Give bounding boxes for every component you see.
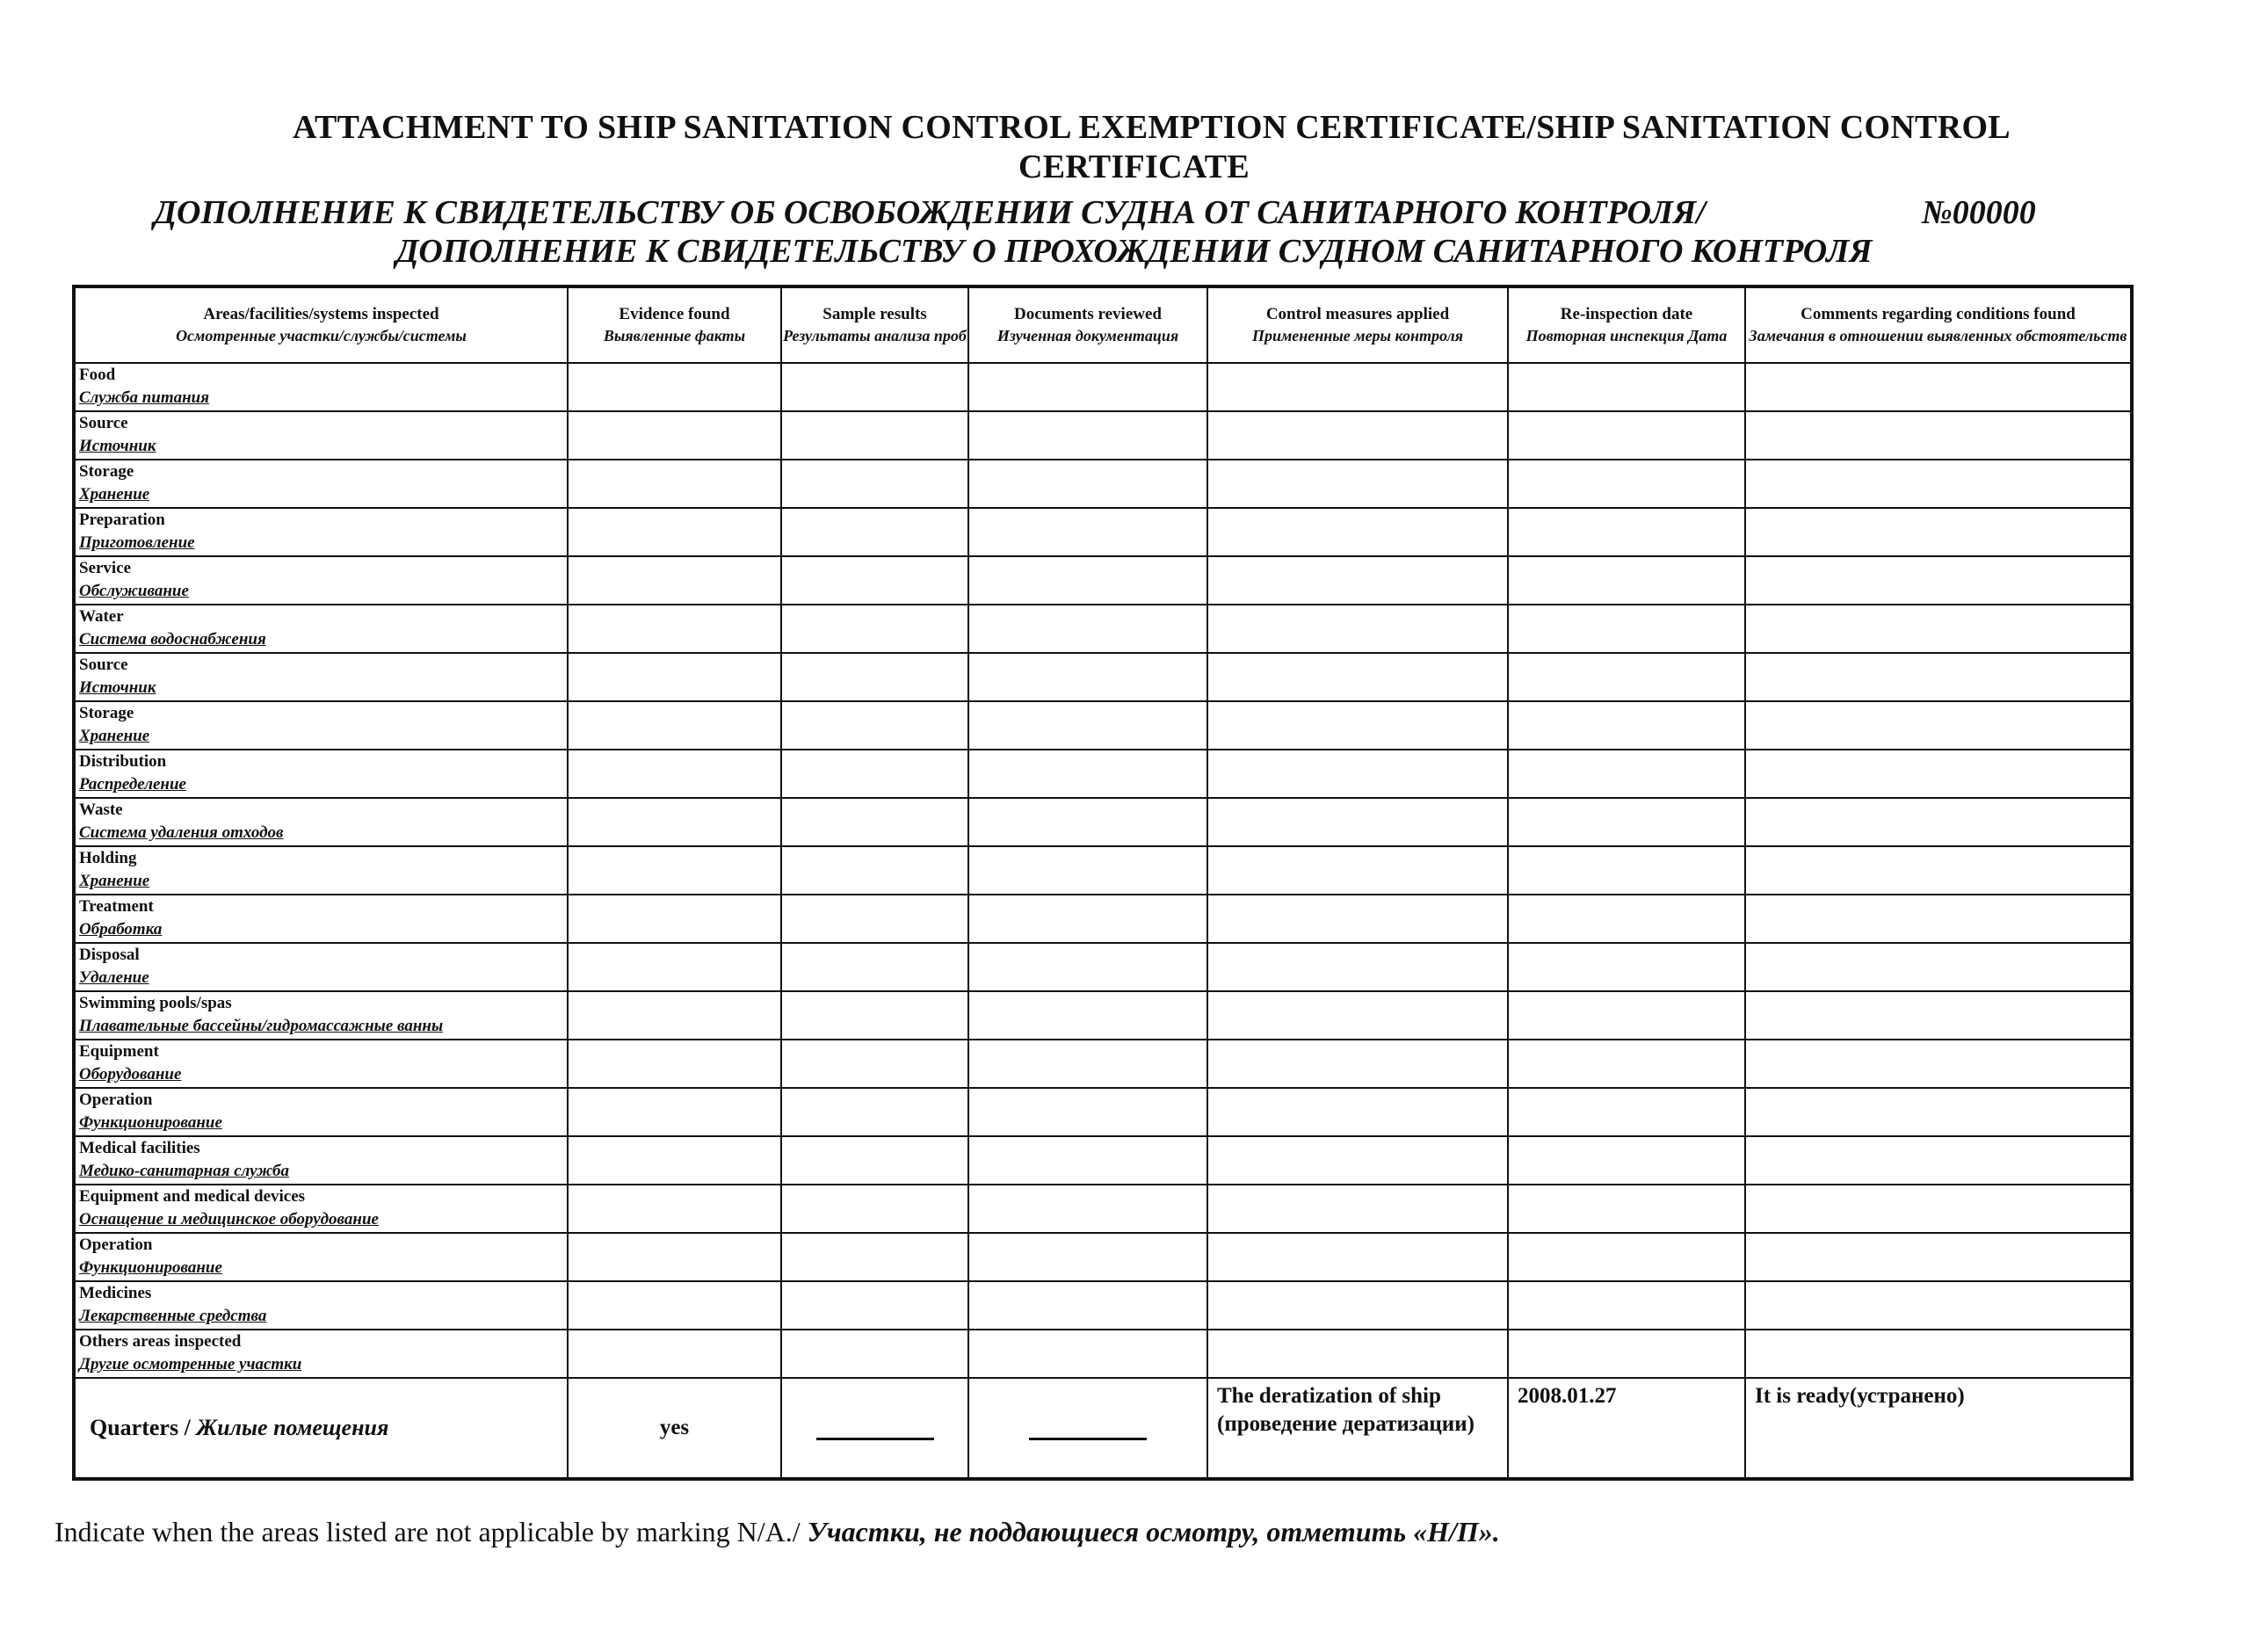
area-label-en: Storage [79,462,134,481]
reinspection-date-cell[interactable] [1508,1040,1745,1088]
quarters-documents-cell[interactable] [968,1378,1207,1479]
area-label-en: Equipment [79,1042,159,1061]
reinspection-date-cell[interactable] [1508,556,1745,605]
comments-cell[interactable] [1745,701,2132,750]
table-row-quarters [74,1378,2132,1479]
evidence-cell[interactable] [568,556,781,605]
column-header-documents [968,286,1207,363]
control-measures-cell[interactable] [1207,508,1508,556]
quarters-control-measures-value: The deratization of ship (проведение дератизации) [1217,1384,1475,1436]
area-label-en: Water [79,607,124,626]
evidence-cell[interactable] [568,411,781,460]
table-row [74,411,2132,460]
comments-cell[interactable] [1745,895,2132,943]
comments-cell[interactable] [1745,798,2132,846]
sample-results-cell[interactable] [781,1088,968,1136]
documents-cell[interactable] [968,1330,1207,1378]
column-header-ru: Повторная инспекция Дата [1525,327,1728,344]
comments-cell[interactable] [1745,653,2132,701]
area-label-en: Source [79,414,128,432]
reinspection-date-cell[interactable] [1508,1088,1745,1136]
documents-cell[interactable] [968,1136,1207,1185]
documents-cell[interactable] [968,653,1207,701]
blank-dash-line [1029,1438,1147,1440]
area-label-en: Equipment and medical devices [79,1187,306,1206]
footnote-en: Indicate when the areas listed are not applicable by marking N/A./ [54,1516,801,1547]
area-label-cell [74,411,568,460]
table-row [74,1185,2132,1233]
control-measures-cell[interactable] [1207,991,1508,1040]
documents-cell[interactable] [968,1233,1207,1281]
area-label-cell [74,556,568,605]
area-label-cell [74,943,568,991]
evidence-cell[interactable] [568,363,781,411]
inspection-table-container [72,285,2130,1481]
area-label-ru: Обработка [79,920,163,939]
reinspection-date-cell[interactable] [1508,460,1745,508]
table-row [74,1040,2132,1088]
column-header-en: Sample results [822,305,927,323]
control-measures-cell[interactable] [1207,846,1508,895]
area-label-en: Operation [79,1236,153,1254]
reinspection-date-cell[interactable] [1508,750,1745,798]
area-label-en: Medical facilities [79,1139,200,1157]
area-label-ru: Оборудование [79,1065,182,1084]
sample-results-cell[interactable] [781,798,968,846]
control-measures-cell[interactable] [1207,363,1508,411]
area-label-cell [74,1185,568,1233]
quarters-area-en: Quarters / [90,1415,191,1440]
area-label-cell [74,605,568,653]
evidence-cell[interactable] [568,460,781,508]
column-header-en: Evidence found [619,305,730,323]
comments-cell[interactable] [1745,556,2132,605]
column-header-en: Re-inspection date [1560,305,1693,323]
reinspection-date-cell[interactable] [1508,943,1745,991]
comments-cell[interactable] [1745,750,2132,798]
area-label-en: Medicines [79,1284,152,1302]
column-header-ru: Изученная документация [996,327,1179,344]
area-label-en: Treatment [79,897,154,916]
sample-results-cell[interactable] [781,1233,968,1281]
area-label-ru: Плавательные бассейны/гидромассажные ванны [79,1017,444,1035]
control-measures-cell[interactable] [1207,1233,1508,1281]
comments-cell[interactable] [1745,411,2132,460]
table-row [74,556,2132,605]
sample-results-cell[interactable] [781,653,968,701]
area-label-en: Waste [79,801,123,819]
footnote-ru: Участки, не поддающиеся осмотру, отметить «Н/П». [807,1516,1500,1547]
sample-results-cell[interactable] [781,363,968,411]
column-header-ru: Осмотренные участки/службы/системы [176,327,467,344]
documents-cell[interactable] [968,1040,1207,1088]
evidence-cell[interactable] [568,846,781,895]
column-header-ru: Результаты анализа проб [783,327,967,344]
control-measures-cell[interactable] [1207,460,1508,508]
area-label-cell [74,1233,568,1281]
title-english-line1: ATTACHMENT TO SHIP SANITATION CONTROL EXEMPTION CERTIFICATE/SHIP SANITATION CONTROL [293,109,2011,146]
documents-cell[interactable] [968,895,1207,943]
quarters-comments-value: It is ready(устранено) [1755,1384,1965,1408]
inspection-table [72,285,2134,1481]
evidence-cell[interactable] [568,1040,781,1088]
sample-results-cell[interactable] [781,750,968,798]
control-measures-cell[interactable] [1207,1040,1508,1088]
control-measures-cell[interactable] [1207,605,1508,653]
evidence-cell[interactable] [568,508,781,556]
reinspection-date-cell[interactable] [1508,653,1745,701]
documents-cell[interactable] [968,1185,1207,1233]
title-russian-line1: ДОПОЛНЕНИЕ К СВИДЕТЕЛЬСТВУ ОБ ОСВОБОЖДЕНИИ СУДНА ОТ САНИТАРНОГО КОНТРОЛЯ/ [154,194,1706,231]
documents-cell[interactable] [968,556,1207,605]
sample-results-cell[interactable] [781,991,968,1040]
comments-cell[interactable] [1745,1040,2132,1088]
sample-results-cell[interactable] [781,1136,968,1185]
control-measures-cell[interactable] [1207,798,1508,846]
reinspection-date-cell[interactable] [1508,1136,1745,1185]
evidence-cell[interactable] [568,1185,781,1233]
control-measures-cell[interactable] [1207,411,1508,460]
quarters-comments-cell[interactable] [1745,1378,2132,1479]
column-header-evidence [568,286,781,363]
reinspection-date-cell[interactable] [1508,798,1745,846]
area-label-cell [74,798,568,846]
table-row [74,701,2132,750]
column-header-reinspection-date [1508,286,1745,363]
area-label-ru: Хранение [79,485,150,504]
comments-cell[interactable] [1745,1281,2132,1330]
documents-cell[interactable] [968,508,1207,556]
area-label-cell [74,508,568,556]
sample-results-cell[interactable] [781,1040,968,1088]
documents-cell[interactable] [968,1088,1207,1136]
area-label-ru: Функционирование [79,1113,222,1132]
sample-results-cell[interactable] [781,701,968,750]
comments-cell[interactable] [1745,460,2132,508]
control-measures-cell[interactable] [1207,895,1508,943]
area-label-cell [74,1040,568,1088]
area-label-ru: Распределение [79,775,186,794]
sample-results-cell[interactable] [781,1281,968,1330]
area-label-en: Swimming pools/spas [79,994,232,1012]
comments-cell[interactable] [1745,1233,2132,1281]
area-label-en: Food [79,366,116,384]
column-header-ru: Примененные меры контроля [1251,327,1464,344]
comments-cell[interactable] [1745,943,2132,991]
comments-cell[interactable] [1745,508,2132,556]
area-label-cell [74,1281,568,1330]
evidence-cell[interactable] [568,991,781,1040]
control-measures-cell[interactable] [1207,1136,1508,1185]
sample-results-cell[interactable] [781,508,968,556]
table-row [74,1330,2132,1378]
area-label-ru: Приготовление [79,533,195,552]
area-label-ru: Удаление [79,968,149,987]
column-header-en: Documents reviewed [1014,305,1162,323]
sample-results-cell[interactable] [781,411,968,460]
documents-cell[interactable] [968,943,1207,991]
area-label-ru: Другие осмотренные участки [79,1355,302,1373]
table-row [74,1088,2132,1136]
documents-cell[interactable] [968,846,1207,895]
control-measures-cell[interactable] [1207,1185,1508,1233]
column-header-sample-results [781,286,968,363]
area-label-ru: Медико-санитарная служба [79,1162,289,1180]
table-body [74,363,2132,1479]
table-row [74,846,2132,895]
table-row [74,363,2132,411]
evidence-cell[interactable] [568,1233,781,1281]
table-row [74,460,2132,508]
area-label-en: Others areas inspected [79,1332,242,1351]
column-header-control-measures [1207,286,1508,363]
control-measures-cell[interactable] [1207,1330,1508,1378]
quarters-evidence-cell[interactable] [568,1378,781,1479]
table-row [74,750,2132,798]
area-label-en: Storage [79,704,134,722]
reinspection-date-cell[interactable] [1508,895,1745,943]
control-measures-cell[interactable] [1207,943,1508,991]
area-label-ru: Источник [79,437,156,455]
column-header-ru: Замечания в отношении выявленных обстоятельств [1749,327,2127,344]
table-row [74,943,2132,991]
table-row [74,508,2132,556]
reinspection-date-cell[interactable] [1508,1330,1745,1378]
control-measures-cell[interactable] [1207,556,1508,605]
area-label-cell [74,750,568,798]
title-english-line2: CERTIFICATE [1018,149,1250,185]
area-label-cell [74,895,568,943]
documents-cell[interactable] [968,411,1207,460]
control-measures-cell[interactable] [1207,701,1508,750]
column-header-en: Comments regarding conditions found [1801,305,2076,323]
comments-cell[interactable] [1745,363,2132,411]
area-label-en: Disposal [79,946,140,964]
evidence-cell[interactable] [568,895,781,943]
sample-results-cell[interactable] [781,1330,968,1378]
area-label-cell [74,701,568,750]
evidence-cell[interactable] [568,1088,781,1136]
area-label-en: Service [79,559,132,577]
evidence-cell[interactable] [568,1281,781,1330]
area-label-cell [74,363,568,411]
control-measures-cell[interactable] [1207,653,1508,701]
area-label-cell [74,460,568,508]
certificate-number: №00000 [1922,194,2036,231]
sample-results-cell[interactable] [781,943,968,991]
area-label-ru: Служба питания [79,388,210,407]
table-row [74,653,2132,701]
table-row [74,798,2132,846]
table-row [74,991,2132,1040]
area-label-cell [74,653,568,701]
sample-results-cell[interactable] [781,1185,968,1233]
quarters-control-measures-cell[interactable] [1207,1378,1508,1479]
area-label-ru: Функционирование [79,1258,222,1277]
comments-cell[interactable] [1745,846,2132,895]
evidence-cell[interactable] [568,605,781,653]
control-measures-cell[interactable] [1207,1281,1508,1330]
reinspection-date-cell[interactable] [1508,363,1745,411]
table-row [74,1281,2132,1330]
evidence-cell[interactable] [568,750,781,798]
evidence-cell[interactable] [568,1136,781,1185]
documents-cell[interactable] [968,798,1207,846]
sample-results-cell[interactable] [781,460,968,508]
column-header-areas [74,286,568,363]
area-label-ru: Источник [79,678,156,697]
evidence-cell[interactable] [568,701,781,750]
area-label-cell [74,1330,568,1378]
area-label-en: Operation [79,1091,153,1109]
table-header-row [74,286,2132,363]
reinspection-date-cell[interactable] [1508,1233,1745,1281]
area-label-ru: Обслуживание [79,582,189,600]
area-label-cell [74,1136,568,1185]
documents-cell[interactable] [968,750,1207,798]
control-measures-cell[interactable] [1207,1088,1508,1136]
quarters-area-cell [74,1378,568,1479]
comments-cell[interactable] [1745,991,2132,1040]
reinspection-date-cell[interactable] [1508,991,1745,1040]
column-header-en: Areas/facilities/systems inspected [203,305,439,323]
reinspection-date-cell[interactable] [1508,411,1745,460]
area-label-ru: Система удаления отходов [79,823,284,842]
area-label-ru: Хранение [79,872,150,890]
area-label-cell [74,846,568,895]
evidence-cell[interactable] [568,798,781,846]
title-russian-line2: ДОПОЛНЕНИЕ К СВИДЕТЕЛЬСТВУ О ПРОХОЖДЕНИИ СУДНОМ САНИТАРНОГО КОНТРОЛЯ [395,233,1873,270]
area-label-ru: Оснащение и медицинское оборудование [79,1210,379,1228]
blank-dash-line [816,1438,934,1440]
quarters-evidence-value: yes [659,1416,690,1439]
comments-cell[interactable] [1745,1185,2132,1233]
comments-cell[interactable] [1745,605,2132,653]
documents-cell[interactable] [968,701,1207,750]
control-measures-cell[interactable] [1207,750,1508,798]
reinspection-date-cell[interactable] [1508,1281,1745,1330]
reinspection-date-cell[interactable] [1508,846,1745,895]
footnote [54,1514,1500,1549]
area-label-ru: Лекарственные средства [79,1307,267,1325]
documents-cell[interactable] [968,991,1207,1040]
sample-results-cell[interactable] [781,895,968,943]
area-label-en: Holding [79,849,137,867]
area-label-en: Distribution [79,752,167,771]
documents-cell[interactable] [968,460,1207,508]
reinspection-date-cell[interactable] [1508,508,1745,556]
documents-cell[interactable] [968,1281,1207,1330]
area-label-ru: Система водоснабжения [79,630,266,649]
quarters-reinspection-date-cell[interactable] [1508,1378,1745,1479]
area-label-en: Source [79,656,128,674]
evidence-cell[interactable] [568,653,781,701]
quarters-reinspection-date-value: 2008.01.27 [1518,1384,1617,1408]
column-header-comments [1745,286,2132,363]
quarters-sample-results-cell[interactable] [781,1378,968,1479]
sample-results-cell[interactable] [781,556,968,605]
table-row [74,1136,2132,1185]
reinspection-date-cell[interactable] [1508,1185,1745,1233]
area-label-en: Preparation [79,511,165,529]
table-row [74,605,2132,653]
comments-cell[interactable] [1745,1330,2132,1378]
table-row [74,1233,2132,1281]
evidence-cell[interactable] [568,943,781,991]
quarters-area-ru: Жилые помещения [196,1415,389,1440]
area-label-cell [74,991,568,1040]
comments-cell[interactable] [1745,1136,2132,1185]
reinspection-date-cell[interactable] [1508,605,1745,653]
column-header-en: Control measures applied [1265,305,1450,323]
sample-results-cell[interactable] [781,846,968,895]
area-label-cell [74,1088,568,1136]
area-label-ru: Хранение [79,727,150,745]
documents-cell[interactable] [968,363,1207,411]
documents-cell[interactable] [968,605,1207,653]
column-header-ru: Выявленные факты [603,327,746,344]
table-row [74,895,2132,943]
evidence-cell[interactable] [568,1330,781,1378]
reinspection-date-cell[interactable] [1508,701,1745,750]
sample-results-cell[interactable] [781,605,968,653]
comments-cell[interactable] [1745,1088,2132,1136]
